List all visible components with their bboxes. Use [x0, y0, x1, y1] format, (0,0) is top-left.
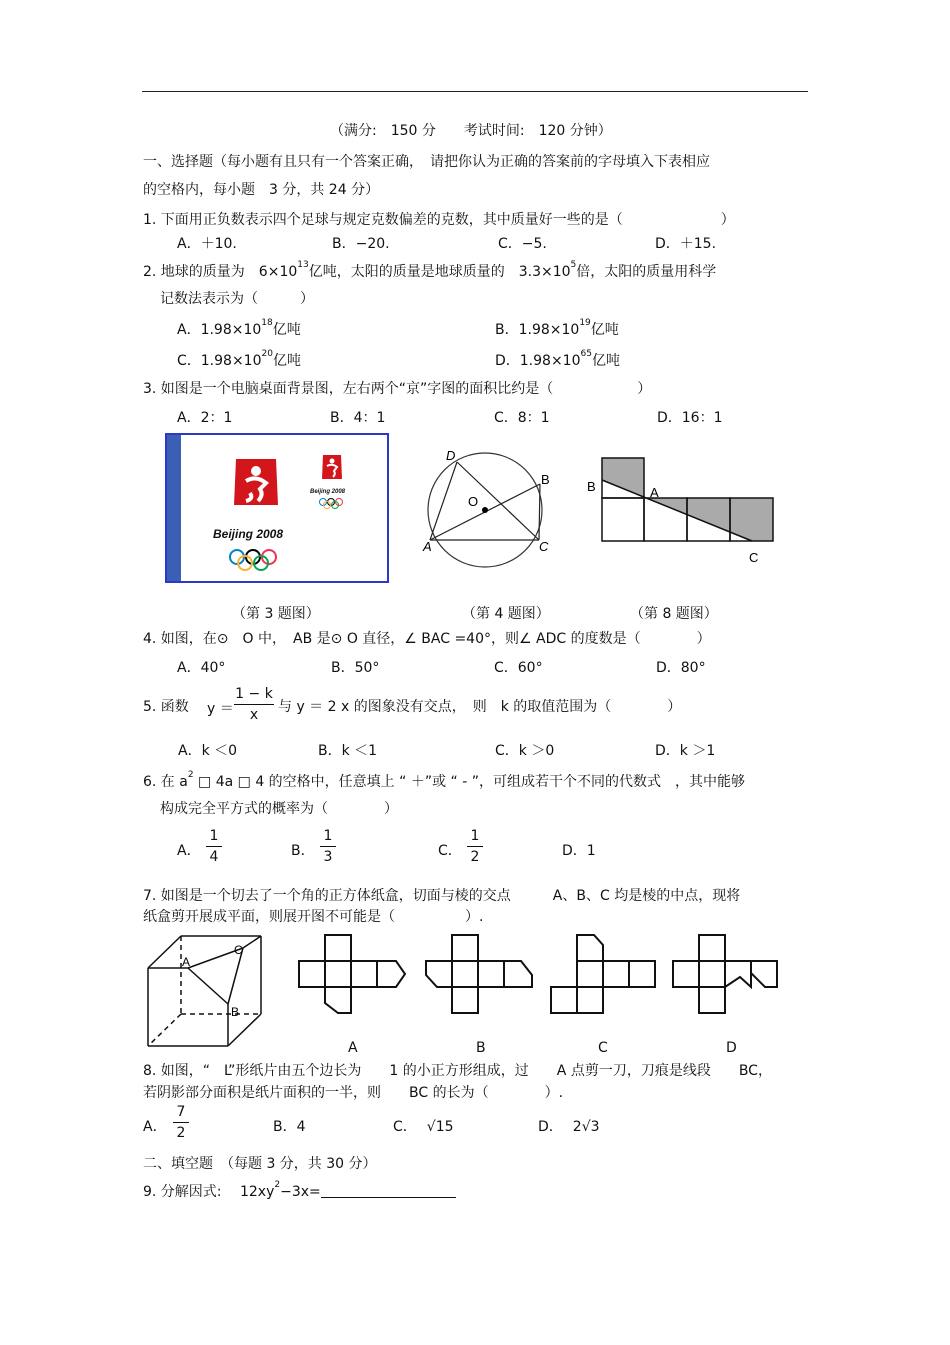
fig8-square-1	[602, 498, 644, 541]
q4-option-c: C．60°	[494, 660, 543, 676]
q2-option-c: C．$1.98\times 10^{20}$亿吨	[177, 349, 301, 369]
q1-option-a: A．＋10.	[177, 236, 237, 252]
q7-net-d	[672, 933, 782, 1015]
q5-mid: 与 y ＝ 2 x 的图象没有交点， 则 k 的取值范围为（ ）	[278, 699, 682, 715]
q7-net-c	[548, 933, 658, 1015]
net-b-sq3	[452, 961, 478, 987]
q8-a-num: 7	[176, 1104, 186, 1120]
q9-stem: 9. 分解因式: $12xy^2-3x=$	[143, 1181, 456, 1201]
q6-b-den: 3	[323, 849, 333, 865]
q8-option-d: D． 2√3	[538, 1119, 600, 1135]
q2-option-b: B．$1.98\times 10^{19}$亿吨	[495, 318, 619, 338]
net-a-cut-bottom	[325, 987, 351, 1013]
beijing-text-small: Beijing 2008	[310, 489, 346, 495]
fig4-label-d: D	[446, 448, 456, 463]
q5-option-d: D．k ＞1	[655, 743, 716, 759]
q8-a-den: 2	[176, 1125, 186, 1141]
q3-option-a: A．2：1	[177, 410, 233, 426]
q3-option-c: C．8：1	[494, 410, 550, 426]
q5-fraction-bar	[234, 704, 274, 705]
q2-option-d: D．$1.98\times 10^{65}$亿吨	[495, 349, 620, 369]
net-d-cut-face	[725, 961, 751, 987]
net-a-cut-face	[377, 961, 405, 987]
q2-stem-cont: 记数法表示为（ ）	[160, 291, 314, 307]
fig3-desktop-image	[165, 433, 389, 583]
cube-label-a: A	[182, 955, 191, 969]
section1-title: 一、选择题（每小题有且只有一个答案正确， 请把你认为正确的答案前的字母填入下表相应	[143, 154, 710, 170]
q3-stem: 3. 如图是一个电脑桌面背景图，左右两个“京”字图的面积比约是（ ）	[143, 381, 652, 397]
cube-cut-ab	[188, 968, 228, 1004]
fig3-caption: （第 3 题图）	[232, 606, 320, 622]
fig8-caption: （第 8 题图）	[630, 606, 718, 622]
beijing-text-large: Beijing 2008	[213, 527, 284, 541]
fig3-emblems	[167, 435, 391, 585]
net-d-label: D	[726, 1040, 737, 1056]
net-c-sq3	[603, 961, 629, 987]
q6-c-bar	[467, 846, 483, 847]
q3-option-d: D．16：1	[657, 410, 723, 426]
net-d-sq6	[699, 987, 725, 1013]
fig4-label-c: C	[539, 539, 549, 554]
net-d-cut-right	[751, 961, 777, 987]
q5-fraction-num: 1 − k	[235, 686, 273, 702]
net-a-sq4	[351, 961, 377, 987]
q8-option-b: B．4	[273, 1119, 306, 1135]
net-a-sq2	[299, 961, 325, 987]
q7-stem: 7. 如图是一个切去了一个角的正方体纸盒，切面与棱的交点 A、B、C 均是棱的中点，现将	[143, 888, 741, 904]
fig4-label-a: A	[423, 539, 432, 554]
q4-option-b: B．50°	[331, 660, 380, 676]
q4-option-a: A．40°	[177, 660, 226, 676]
q6-option-d: D．1	[562, 843, 596, 859]
q6-option-b-label: B．	[291, 843, 315, 859]
small-emblem-head	[330, 459, 335, 464]
q8-option-a-label: A．	[143, 1119, 167, 1135]
net-a-sq3	[325, 961, 351, 987]
fig4-label-b: B	[541, 472, 550, 487]
large-emblem	[234, 459, 278, 505]
large-emblem-head	[251, 466, 261, 476]
q6-option-c-label: C．	[438, 843, 462, 859]
net-b-sq1	[452, 935, 478, 961]
olympic-rings-large	[230, 550, 276, 570]
exam-info: （满分: 150 分 考试时间: 120 分钟）	[330, 123, 612, 139]
q3-option-b: B．4：1	[330, 410, 386, 426]
q1-option-d: D．＋15.	[655, 236, 717, 252]
net-b-label: B	[476, 1040, 486, 1056]
q6-b-bar	[320, 846, 336, 847]
net-c-sq2	[577, 961, 603, 987]
fig4-circle-diagram	[415, 440, 565, 580]
section2-title: 二、填空题 （每题 3 分，共 30 分）	[143, 1156, 377, 1172]
q6-c-num: 1	[470, 828, 480, 844]
net-d-sq1	[699, 935, 725, 961]
q6-a-den: 4	[209, 849, 219, 865]
q6-a-num: 1	[209, 828, 219, 844]
small-emblem	[322, 455, 342, 479]
q7-net-a	[298, 933, 408, 1015]
fig4-label-o: O	[468, 494, 479, 509]
q5-pre: 5. 函数	[143, 699, 189, 715]
net-b-sq6	[452, 987, 478, 1013]
large-emblem-body	[234, 459, 278, 505]
q2-stem: 2. 地球的质量为 $6\times 10^{13}$亿吨，太阳的质量是地球质量的 $3.3\times 10^5$倍，太阳的质量用科学	[143, 260, 717, 280]
net-c-sq4	[629, 961, 655, 987]
header-rule	[142, 91, 808, 92]
cube-edge-c-top	[243, 936, 261, 948]
q6-option-a-label: A．	[177, 843, 201, 859]
net-c-cut-top	[577, 935, 603, 961]
q7-stem-cont: 纸盒剪开展成平面，则展开图不可能是（ ）.	[143, 909, 484, 925]
q5-fraction	[234, 686, 274, 723]
net-d-sq3	[699, 961, 725, 987]
q9-answer-blank[interactable]	[321, 1183, 456, 1198]
q6-option-c-fraction	[467, 828, 483, 865]
q4-option-d: D．80°	[656, 660, 706, 676]
fig8-label-a: A	[650, 485, 659, 500]
fig4-caption: （第 4 题图）	[462, 606, 550, 622]
net-b-cut-right	[504, 961, 532, 987]
net-c-sq5	[551, 987, 577, 1013]
fig4-center-dot	[482, 507, 488, 513]
q8-option-a-fraction	[173, 1104, 189, 1141]
q7-cube-figure	[145, 934, 270, 1049]
net-a-label: A	[348, 1040, 358, 1056]
cube-label-c: C	[234, 943, 243, 957]
q8-a-bar	[173, 1122, 189, 1123]
fig8-label-c: C	[749, 550, 759, 565]
q5-option-a: A．k ＜0	[178, 743, 238, 759]
q6-option-a-fraction	[206, 828, 222, 865]
cube-hidden-3	[148, 1014, 181, 1046]
q5-option-b: B．k ＜1	[318, 743, 378, 759]
q1-stem: 1. 下面用正负数表示四个足球与规定克数偏差的克数，其中质量好一些的是（ ）	[143, 212, 735, 228]
q6-stem: 6. 在 $a^2$ □ 4a □ 4 的空格中，任意填上 “ ＋”或 “ - ”，可组成若干个不同的代数式 ，其中能够	[143, 770, 745, 790]
olympic-rings-small	[320, 499, 343, 509]
q8-option-c: C． √15	[393, 1119, 454, 1135]
section1-title-cont: 的空格内，每小题 3 分，共 24 分）	[143, 182, 380, 198]
q6-b-num: 1	[323, 828, 333, 844]
net-a-sq1	[325, 935, 351, 961]
cube-edge-1	[148, 936, 181, 968]
q6-option-b-fraction	[320, 828, 336, 865]
q7-net-b	[425, 933, 535, 1015]
net-c-sq6	[577, 987, 603, 1013]
net-d-sq2	[673, 961, 699, 987]
net-b-cut-left	[426, 961, 452, 987]
q6-stem-cont: 构成完全平方式的概率为（ ）	[160, 801, 398, 817]
q8-stem: 8. 如图，“ L”形纸片由五个边长为 1 的小正方形组成，过 A 点剪一刀，刀痕是线段 BC，	[143, 1063, 772, 1079]
fig8-l-shape-diagram	[585, 450, 785, 590]
cube-label-b: B	[231, 1005, 240, 1019]
q6-a-bar	[206, 846, 222, 847]
q8-stem-cont: 若阴影部分面积是纸片面积的一半，则 BC 的长为（ ）.	[143, 1085, 564, 1101]
q5-option-c: C．k ＞0	[495, 743, 555, 759]
q5-fraction-den: x	[249, 707, 259, 723]
fig8-label-b: B	[587, 479, 596, 494]
q2-option-a: A．$1.98\times 10^{18}$亿吨	[177, 318, 301, 338]
q5-y-eq: y ＝	[207, 701, 234, 717]
q1-option-b: B．−20.	[332, 236, 390, 252]
q4-stem: 4. 如图，在⊙ O 中， AB 是⊙ O 直径，∠ BAC =40°，则∠ ADC 的度数是（ ）	[143, 631, 711, 647]
q6-c-den: 2	[470, 849, 480, 865]
net-b-sq4	[478, 961, 504, 987]
q1-option-c: C．−5.	[498, 236, 547, 252]
net-c-label: C	[598, 1040, 608, 1056]
fig8-shade-upper	[602, 458, 644, 498]
